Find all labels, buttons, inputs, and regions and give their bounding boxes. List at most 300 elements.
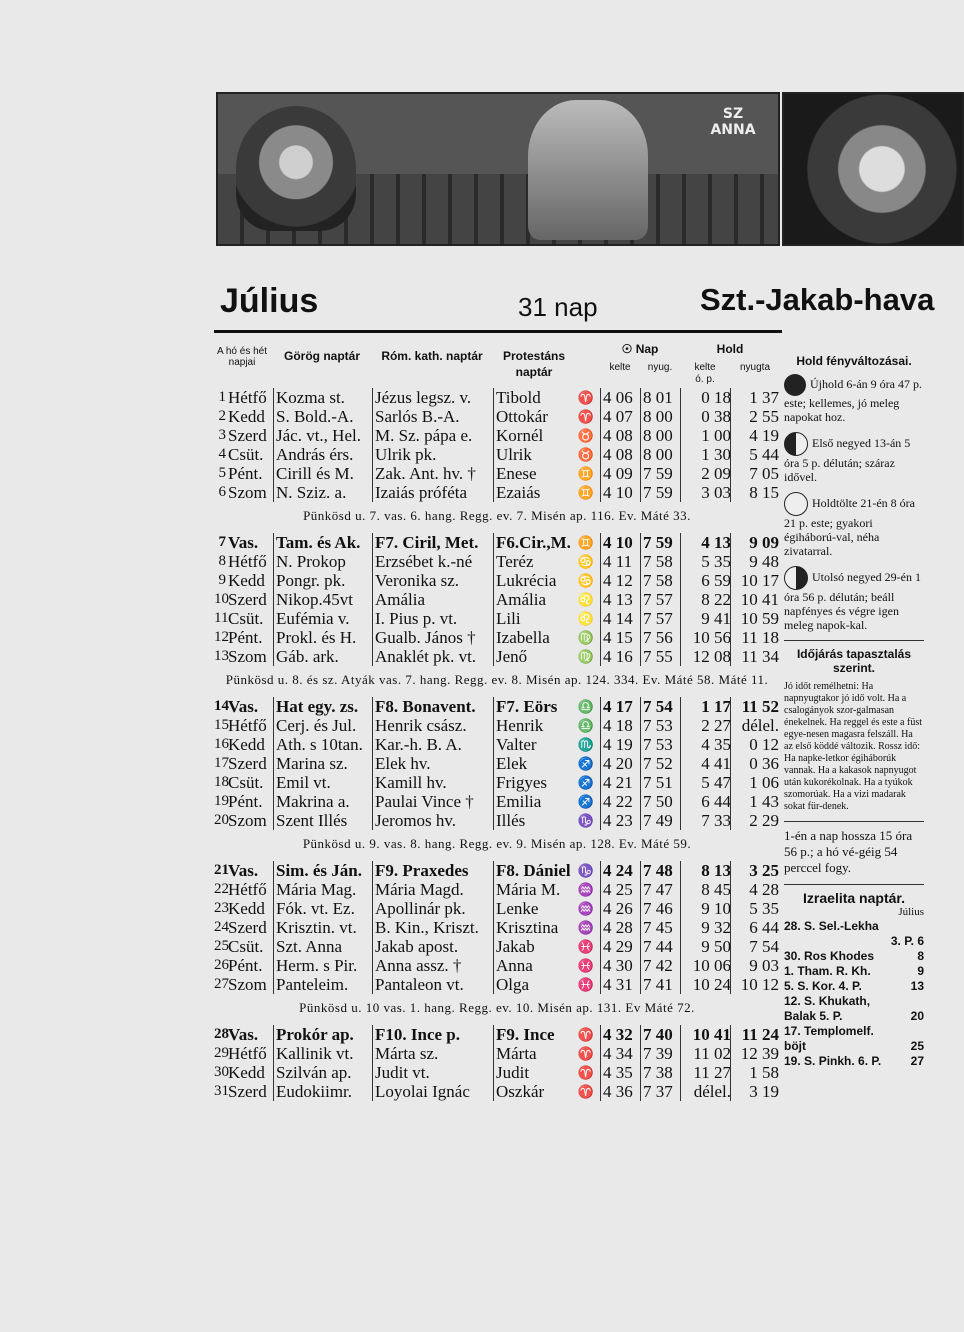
header-illustration bbox=[216, 92, 780, 246]
moonset: 10 59 bbox=[730, 609, 783, 628]
sunset: 7 49 bbox=[640, 811, 683, 830]
weekday: Vas. bbox=[228, 697, 259, 716]
moonrise: 3 03 bbox=[680, 483, 735, 502]
table-row bbox=[214, 533, 780, 552]
greek-name: Marina sz. bbox=[273, 754, 374, 773]
moonset: 1 58 bbox=[730, 1063, 783, 1082]
col-day: A hó és hét napjai bbox=[216, 346, 268, 368]
zodiac-icon: ♎ bbox=[577, 718, 595, 733]
protestant-name: Judit bbox=[493, 1063, 574, 1082]
roman-name: B. Kin., Kriszt. bbox=[372, 918, 493, 937]
zodiac-icon: ♑ bbox=[577, 863, 595, 878]
protestant-name: F7. Eörs bbox=[493, 697, 574, 716]
moonrise: 5 47 bbox=[680, 773, 735, 792]
zodiac-icon: ♓ bbox=[577, 977, 595, 992]
jewish-calendar-line bbox=[784, 1039, 924, 1054]
weekday: Hétfő bbox=[228, 1044, 267, 1063]
table-row bbox=[214, 1063, 780, 1082]
greek-name: Szilván ap. bbox=[273, 1063, 374, 1082]
moonrise: délel. bbox=[680, 1082, 735, 1101]
sunrise: 4 30 bbox=[600, 956, 651, 975]
saint-anna-portrait bbox=[782, 92, 964, 246]
roman-name: Erzsébet k.-né bbox=[372, 552, 493, 571]
sunrise: 4 32 bbox=[600, 1025, 651, 1044]
sunset: 7 48 bbox=[640, 861, 683, 880]
roman-name: Anaklét pk. vt. bbox=[372, 647, 493, 666]
week-note: Pünkösd u. 8. és sz. Atyák vas. 7. hang. Regg. ev. 8. Misén ap. 124. 334. Ev. Máté 58. Máté 11. bbox=[225, 672, 769, 687]
table-row bbox=[214, 811, 780, 830]
sunset: 7 59 bbox=[640, 483, 683, 502]
day-number: 24 bbox=[214, 919, 229, 935]
jewish-event: 30. Ros Khodes bbox=[784, 949, 875, 963]
table-row bbox=[214, 899, 780, 918]
protestant-name: Lili bbox=[493, 609, 574, 628]
moonset: 7 05 bbox=[730, 464, 783, 483]
zodiac-icon: ♈ bbox=[577, 1027, 595, 1042]
table-row bbox=[214, 937, 780, 956]
day-number: 20 bbox=[214, 812, 229, 828]
jewish-event: Balak 5. P. bbox=[784, 1009, 843, 1023]
moonrise: 1 17 bbox=[680, 697, 735, 716]
greek-name: Pongr. pk. bbox=[273, 571, 374, 590]
col-sun-set: nyug. bbox=[647, 362, 673, 373]
moonrise: 10 56 bbox=[680, 628, 735, 647]
greek-name: Cerj. és Jul. bbox=[273, 716, 374, 735]
greek-name: Mária Mag. bbox=[273, 880, 374, 899]
day-number: 19 bbox=[214, 793, 229, 809]
jewish-event: böjt bbox=[784, 1039, 806, 1053]
jewish-day: 20 bbox=[910, 1009, 924, 1023]
weekday: Kedd bbox=[228, 735, 265, 754]
weekday: Szom bbox=[228, 975, 267, 994]
zodiac-icon: ♋ bbox=[577, 573, 595, 588]
roman-name: Mária Magd. bbox=[372, 880, 493, 899]
moonset: 11 18 bbox=[730, 628, 783, 647]
moonset: 2 29 bbox=[730, 811, 783, 830]
zodiac-icon: ♓ bbox=[577, 958, 595, 973]
day-number: 8 bbox=[218, 553, 226, 569]
new-moon-icon bbox=[784, 374, 806, 396]
sunrise: 4 19 bbox=[600, 735, 651, 754]
greek-name: Kozma st. bbox=[273, 388, 374, 407]
calendar-table bbox=[214, 340, 780, 1101]
sunrise: 4 15 bbox=[600, 628, 651, 647]
roman-name: Pantaleon vt. bbox=[372, 975, 493, 994]
sunset: 7 54 bbox=[640, 697, 683, 716]
sunset: 7 50 bbox=[640, 792, 683, 811]
sunrise: 4 12 bbox=[600, 571, 651, 590]
moonset: 1 43 bbox=[730, 792, 783, 811]
table-row bbox=[214, 483, 780, 502]
zodiac-icon: ♒ bbox=[577, 882, 595, 897]
table-row bbox=[214, 464, 780, 483]
jewish-event: 19. S. Pinkh. 6. P. bbox=[784, 1054, 882, 1068]
jewish-day: 3. P. 6 bbox=[890, 934, 924, 948]
day-number: 10 bbox=[214, 591, 229, 607]
weekday: Pént. bbox=[228, 628, 263, 647]
last-quarter-icon bbox=[784, 566, 808, 590]
weekday: Szom bbox=[228, 811, 267, 830]
day-number: 29 bbox=[214, 1045, 229, 1061]
sunset: 7 55 bbox=[640, 647, 683, 666]
weekday: Csüt. bbox=[228, 445, 264, 464]
sunset: 7 58 bbox=[640, 552, 683, 571]
roman-name: Jézus legsz. v. bbox=[372, 388, 493, 407]
first-quarter-icon bbox=[784, 432, 808, 456]
day-number: 31 bbox=[214, 1083, 229, 1099]
day-number: 23 bbox=[214, 900, 229, 916]
greek-name: Eufémia v. bbox=[273, 609, 374, 628]
day-number: 14 bbox=[214, 698, 229, 714]
table-row bbox=[214, 1025, 780, 1044]
greek-name: Prokl. és H. bbox=[273, 628, 374, 647]
day-number: 1 bbox=[218, 389, 226, 405]
sunset: 7 58 bbox=[640, 571, 683, 590]
greek-name: Panteleim. bbox=[273, 975, 374, 994]
roman-name: Kamill hv. bbox=[372, 773, 493, 792]
full-moon-icon bbox=[784, 492, 808, 516]
sunrise: 4 24 bbox=[600, 861, 651, 880]
moonset: 10 41 bbox=[730, 590, 783, 609]
roman-name: I. Pius p. vt. bbox=[372, 609, 493, 628]
greek-name: András érs. bbox=[273, 445, 374, 464]
table-row bbox=[214, 609, 780, 628]
top-rule bbox=[214, 330, 782, 333]
moonset: 10 17 bbox=[730, 571, 783, 590]
sunset: 7 40 bbox=[640, 1025, 683, 1044]
table-row bbox=[214, 388, 780, 407]
weekday: Hétfő bbox=[228, 880, 267, 899]
moonrise: 8 22 bbox=[680, 590, 735, 609]
sunrise: 4 25 bbox=[600, 880, 651, 899]
sunrise: 4 34 bbox=[600, 1044, 651, 1063]
table-row bbox=[214, 571, 780, 590]
table-row bbox=[214, 861, 780, 880]
weekday: Kedd bbox=[228, 1063, 265, 1082]
sunset: 7 53 bbox=[640, 716, 683, 735]
divider bbox=[784, 821, 924, 822]
sunset: 8 00 bbox=[640, 445, 683, 464]
week-note: Pünkösd u. 10 vas. 1. hang. Regg. ev. 10. Misén ap. 131. Ev Máté 72. bbox=[299, 1000, 695, 1015]
greek-name: Sim. és Ján. bbox=[273, 861, 374, 880]
jewish-calendar-line bbox=[784, 934, 924, 949]
jewish-event: 1. Tham. R. Kh. bbox=[784, 964, 871, 978]
sunset: 7 42 bbox=[640, 956, 683, 975]
roman-name: Zak. Ant. hv. † bbox=[372, 464, 493, 483]
day-number: 5 bbox=[218, 465, 226, 481]
zodiac-icon: ♈ bbox=[577, 1084, 595, 1099]
greek-name: Kallinik vt. bbox=[273, 1044, 374, 1063]
greek-name: Herm. s Pir. bbox=[273, 956, 374, 975]
table-row bbox=[214, 716, 780, 735]
day-number: 16 bbox=[214, 736, 229, 752]
roman-name: F9. Praxedes bbox=[372, 861, 493, 880]
day-number: 21 bbox=[214, 862, 229, 878]
moonset: 11 52 bbox=[730, 697, 783, 716]
protestant-name: F6.Cir.,M. bbox=[493, 533, 574, 552]
moonrise: 10 24 bbox=[680, 975, 735, 994]
protestant-name: Ottokár bbox=[493, 407, 574, 426]
roman-name: Veronika sz. bbox=[372, 571, 493, 590]
moonset: 12 39 bbox=[730, 1044, 783, 1063]
col-sun: ☉ Nap bbox=[621, 342, 659, 356]
zodiac-icon: ♉ bbox=[577, 447, 595, 462]
sunrise: 4 23 bbox=[600, 811, 651, 830]
table-row bbox=[214, 754, 780, 773]
protestant-name: Amália bbox=[493, 590, 574, 609]
day-number: 25 bbox=[214, 938, 229, 954]
moonset: 0 36 bbox=[730, 754, 783, 773]
table-row bbox=[214, 697, 780, 716]
moonrise: 9 41 bbox=[680, 609, 735, 628]
jewish-day: 13 bbox=[910, 979, 924, 993]
moonset: 0 12 bbox=[730, 735, 783, 754]
roman-name: Márta sz. bbox=[372, 1044, 493, 1063]
sunrise: 4 21 bbox=[600, 773, 651, 792]
phase-last-quarter: Utolsó negyed 29-én 1 óra 56 p. délután; beáll napfényes és végre igen meleg napok-kal. bbox=[784, 566, 924, 632]
greek-name: S. Bold.-A. bbox=[273, 407, 374, 426]
protestant-name: Emilia bbox=[493, 792, 574, 811]
weekday: Szerd bbox=[228, 590, 267, 609]
greek-name: Szent Illés bbox=[273, 811, 374, 830]
protestant-name: Ulrik bbox=[493, 445, 574, 464]
sunset: 7 57 bbox=[640, 609, 683, 628]
day-length: 1-én a nap hossza 15 óra 56 p.; a hó vé-géig 54 perccel fogy. bbox=[784, 828, 913, 875]
protestant-name: F8. Dániel bbox=[493, 861, 574, 880]
sunrise: 4 29 bbox=[600, 937, 651, 956]
table-row bbox=[214, 426, 780, 445]
moonrise: 11 27 bbox=[680, 1063, 735, 1082]
sunrise: 4 06 bbox=[600, 388, 651, 407]
zodiac-icon: ♈ bbox=[577, 409, 595, 424]
moonrise: 5 35 bbox=[680, 552, 735, 571]
greek-name: Tam. és Ak. bbox=[273, 533, 374, 552]
sunset: 7 39 bbox=[640, 1044, 683, 1063]
roman-name: F7. Ciril, Met. bbox=[372, 533, 493, 552]
sunrise: 4 14 bbox=[600, 609, 651, 628]
protestant-name: Jenő bbox=[493, 647, 574, 666]
sunrise: 4 10 bbox=[600, 533, 651, 552]
weekday: Pént. bbox=[228, 464, 263, 483]
zodiac-icon: ♈ bbox=[577, 1065, 595, 1080]
weekday: Pént. bbox=[228, 956, 263, 975]
table-row bbox=[214, 1044, 780, 1063]
sunset: 8 00 bbox=[640, 407, 683, 426]
roman-name: F8. Bonavent. bbox=[372, 697, 493, 716]
zodiac-icon: ♈ bbox=[577, 390, 595, 405]
greek-name: Jác. vt., Hel. bbox=[273, 426, 374, 445]
day-number: 7 bbox=[218, 534, 226, 550]
sunrise: 4 18 bbox=[600, 716, 651, 735]
protestant-name: Illés bbox=[493, 811, 574, 830]
month-title: Július bbox=[220, 282, 319, 320]
sunrise: 4 08 bbox=[600, 426, 651, 445]
day-number: 9 bbox=[218, 572, 226, 588]
moonset: délel. bbox=[730, 716, 783, 735]
jewish-calendar-line bbox=[784, 994, 924, 1009]
moonrise: 2 09 bbox=[680, 464, 735, 483]
roman-name: Judit vt. bbox=[372, 1063, 493, 1082]
roman-name: Gualb. János † bbox=[372, 628, 493, 647]
greek-name: Eudokiimr. bbox=[273, 1082, 374, 1101]
moonset: 3 25 bbox=[730, 861, 783, 880]
jewish-event: 28. S. Sel.-Lekha bbox=[784, 919, 879, 933]
protestant-name: Oszkár bbox=[493, 1082, 574, 1101]
roman-name: M. Sz. pápa e. bbox=[372, 426, 493, 445]
weekday: Kedd bbox=[228, 899, 265, 918]
moonset: 4 19 bbox=[730, 426, 783, 445]
weather-title: Időjárás tapasztalás szerint. bbox=[796, 647, 912, 675]
jewish-calendar-line bbox=[784, 949, 924, 964]
days-count: 31 nap bbox=[518, 292, 598, 322]
table-row bbox=[214, 445, 780, 464]
sunset: 7 59 bbox=[640, 533, 683, 552]
phase-new-moon: Újhold 6-án 9 óra 47 p. este; kellemes, jó meleg napokat hoz. bbox=[784, 374, 924, 424]
weekday: Csüt. bbox=[228, 773, 264, 792]
saints-illustration bbox=[528, 100, 648, 240]
weekday: Pént. bbox=[228, 792, 263, 811]
moonset: 4 28 bbox=[730, 880, 783, 899]
protestant-name: Frigyes bbox=[493, 773, 574, 792]
jewish-calendar-line bbox=[784, 979, 924, 994]
day-number: 17 bbox=[214, 755, 229, 771]
moonrise: 9 32 bbox=[680, 918, 735, 937]
moonrise: 4 35 bbox=[680, 735, 735, 754]
sunrise: 4 13 bbox=[600, 590, 651, 609]
sunset: 8 00 bbox=[640, 426, 683, 445]
moonset: 11 34 bbox=[730, 647, 783, 666]
sunrise: 4 26 bbox=[600, 899, 651, 918]
sunset: 7 51 bbox=[640, 773, 683, 792]
day-number: 4 bbox=[218, 446, 226, 462]
moonrise: 9 50 bbox=[680, 937, 735, 956]
greek-name: Krisztin. vt. bbox=[273, 918, 374, 937]
sunset: 7 38 bbox=[640, 1063, 683, 1082]
sunrise: 4 35 bbox=[600, 1063, 651, 1082]
zodiac-icon: ♌ bbox=[577, 592, 595, 607]
day-number: 13 bbox=[214, 648, 229, 664]
sunrise: 4 16 bbox=[600, 647, 651, 666]
moonrise: 0 18 bbox=[680, 388, 735, 407]
zodiac-icon: ♌ bbox=[577, 611, 595, 626]
protestant-name: Enese bbox=[493, 464, 574, 483]
table-header bbox=[214, 340, 780, 388]
sunset: 7 41 bbox=[640, 975, 683, 994]
jewish-event: 5. S. Kor. 4. P. bbox=[784, 979, 862, 993]
sunrise: 4 31 bbox=[600, 975, 651, 994]
jewish-month: Július bbox=[898, 906, 924, 918]
weekday: Szerd bbox=[228, 1082, 267, 1101]
col-moon: Hold bbox=[716, 342, 744, 356]
weekday: Kedd bbox=[228, 407, 265, 426]
sunset: 7 59 bbox=[640, 464, 683, 483]
zodiac-icon: ♑ bbox=[577, 813, 595, 828]
greek-name: Szt. Anna bbox=[273, 937, 374, 956]
greek-name: Cirill és M. bbox=[273, 464, 374, 483]
moonrise: 2 27 bbox=[680, 716, 735, 735]
roman-name: Loyolai Ignác bbox=[372, 1082, 493, 1101]
jewish-day: 25 bbox=[910, 1039, 924, 1053]
day-number: 28 bbox=[214, 1026, 229, 1042]
table-row bbox=[214, 407, 780, 426]
table-row bbox=[214, 647, 780, 666]
col-greek: Görög naptár bbox=[283, 349, 360, 363]
col-unit: ó. p. bbox=[695, 374, 715, 385]
col-moon-set: nyugta bbox=[739, 362, 771, 373]
sunrise: 4 07 bbox=[600, 407, 651, 426]
moonset: 8 15 bbox=[730, 483, 783, 502]
zodiac-icon: ♋ bbox=[577, 554, 595, 569]
moonset: 9 48 bbox=[730, 552, 783, 571]
sunrise: 4 20 bbox=[600, 754, 651, 773]
day-number: 27 bbox=[214, 976, 229, 992]
weekday: Csüt. bbox=[228, 937, 264, 956]
greek-name: Hat egy. zs. bbox=[273, 697, 374, 716]
moonset: 3 19 bbox=[730, 1082, 783, 1101]
weekday: Vas. bbox=[228, 861, 259, 880]
moonset: 10 12 bbox=[730, 975, 783, 994]
weekday: Hétfő bbox=[228, 388, 267, 407]
moonrise: 0 38 bbox=[680, 407, 735, 426]
greek-name: N. Sziz. a. bbox=[273, 483, 374, 502]
moonrise: 10 06 bbox=[680, 956, 735, 975]
col-sun-rise: kelte bbox=[609, 362, 631, 373]
sunrise: 4 10 bbox=[600, 483, 651, 502]
sunset: 7 37 bbox=[640, 1082, 683, 1101]
banner-text: SZ ANNA bbox=[710, 106, 756, 138]
zodiac-icon: ♓ bbox=[577, 939, 595, 954]
roman-name: Apollinár pk. bbox=[372, 899, 493, 918]
table-row bbox=[214, 918, 780, 937]
jewish-calendar bbox=[784, 919, 924, 1069]
protestant-name: Jakab bbox=[493, 937, 574, 956]
table-row bbox=[214, 773, 780, 792]
greek-name: Prokór ap. bbox=[273, 1025, 374, 1044]
weekday: Hétfő bbox=[228, 716, 267, 735]
zodiac-icon: ♉ bbox=[577, 428, 595, 443]
moonrise: 10 41 bbox=[680, 1025, 735, 1044]
weekday: Szom bbox=[228, 647, 267, 666]
sunrise: 4 36 bbox=[600, 1082, 651, 1101]
col-roman: Róm. kath. naptár bbox=[381, 349, 483, 363]
protestant-name: Márta bbox=[493, 1044, 574, 1063]
zodiac-icon: ♐ bbox=[577, 756, 595, 771]
table-row bbox=[214, 956, 780, 975]
phase-full-moon: Holdtölte 21-én 8 óra 21 p. este; gyakori égiháború-val, néha zivatarral. bbox=[784, 492, 924, 558]
weekday: Vas. bbox=[228, 1025, 259, 1044]
roman-name: Kar.-h. B. A. bbox=[372, 735, 493, 754]
weekday: Szerd bbox=[228, 426, 267, 445]
sunset: 8 01 bbox=[640, 388, 683, 407]
zodiac-icon: ♒ bbox=[577, 920, 595, 935]
protestant-name: Kornél bbox=[493, 426, 574, 445]
sunrise: 4 17 bbox=[600, 697, 651, 716]
greek-name: Fók. vt. Ez. bbox=[273, 899, 374, 918]
jewish-day: 27 bbox=[910, 1054, 924, 1068]
protestant-name: Teréz bbox=[493, 552, 574, 571]
weekday: Hétfő bbox=[228, 552, 267, 571]
moonset: 5 44 bbox=[730, 445, 783, 464]
day-number: 22 bbox=[214, 881, 229, 897]
roman-name: Anna assz. † bbox=[372, 956, 493, 975]
protestant-name: Lukrécia bbox=[493, 571, 574, 590]
day-number: 6 bbox=[218, 484, 226, 500]
day-number: 30 bbox=[214, 1064, 229, 1080]
lion-icon bbox=[236, 106, 356, 231]
greek-name: Nikop.45vt bbox=[273, 590, 374, 609]
moonset: 1 06 bbox=[730, 773, 783, 792]
greek-name: N. Prokop bbox=[273, 552, 374, 571]
